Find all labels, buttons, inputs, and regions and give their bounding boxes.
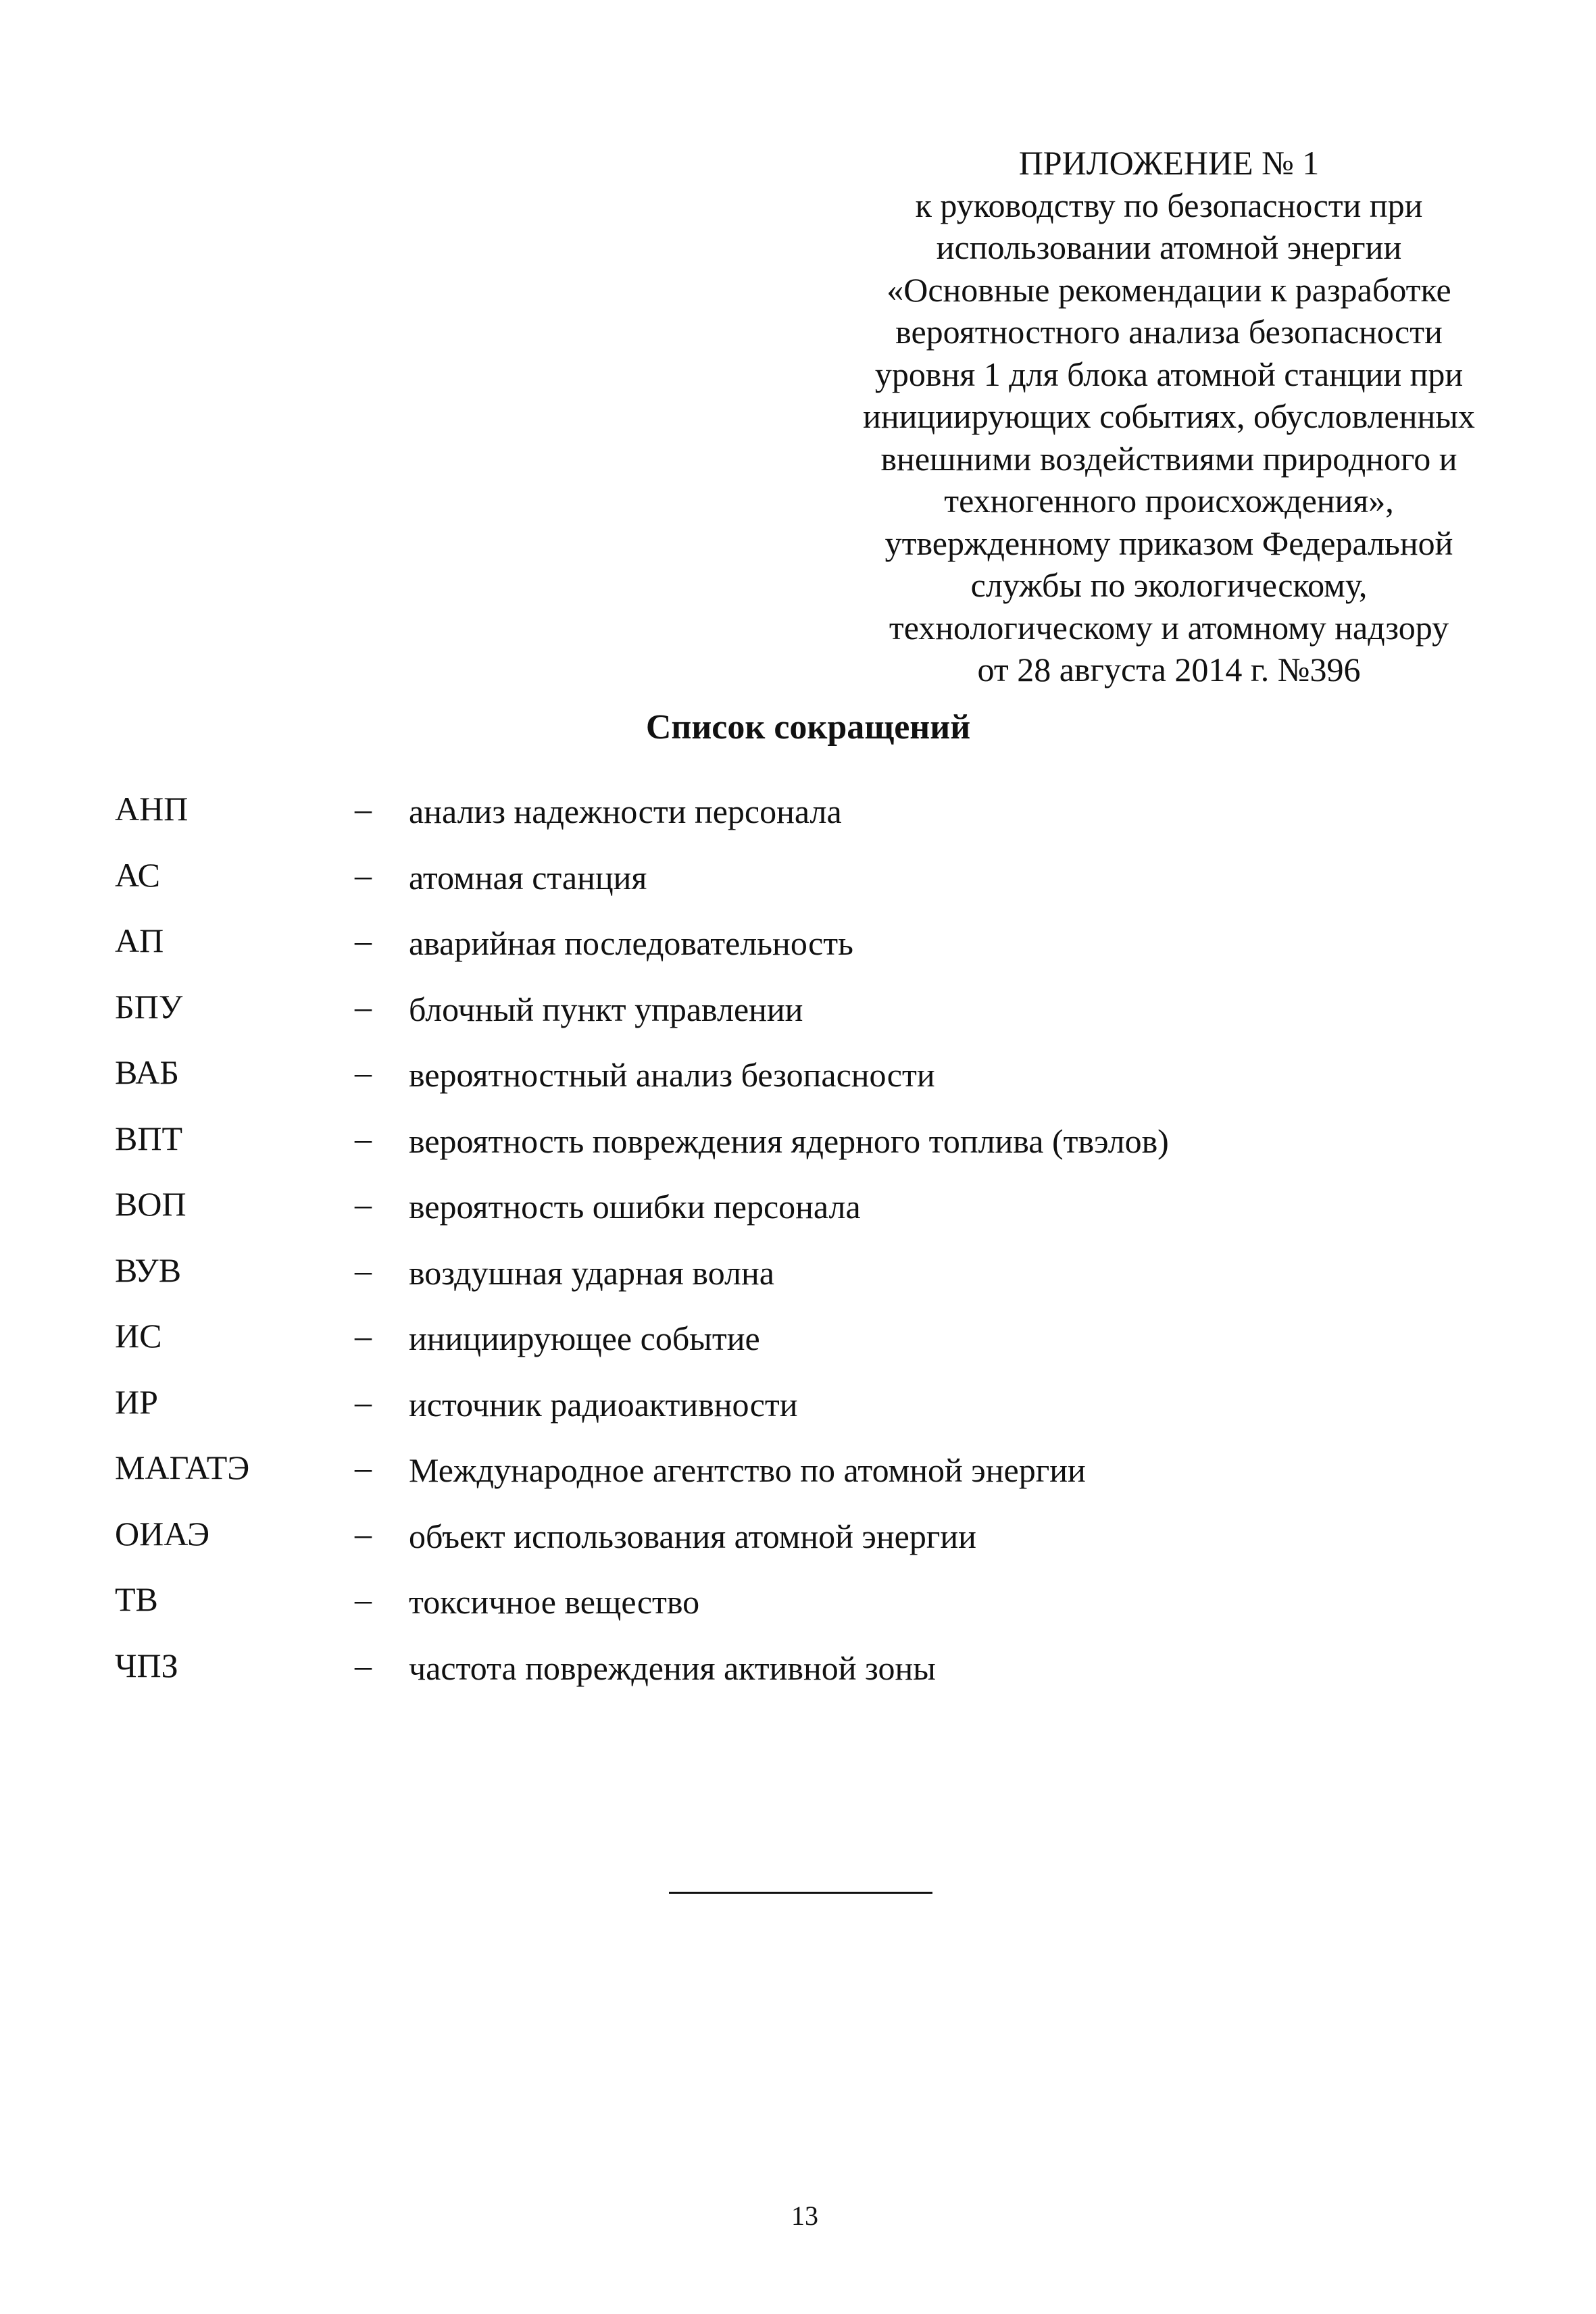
- page-number-wrapper: [0, 2199, 1596, 2233]
- abbreviation-definition: вероятность ошибки персонала: [409, 1188, 861, 1226]
- abbreviation-term: ОИАЭ: [115, 1514, 210, 1553]
- abbreviation-row: [115, 853, 1466, 920]
- abbreviation-dash: –: [355, 1119, 372, 1157]
- abbreviation-dash: –: [355, 1646, 372, 1684]
- abbreviation-term: АНП: [115, 790, 189, 828]
- abbreviation-definition: анализ надежности персонала: [409, 793, 842, 830]
- abbreviation-term: ИС: [115, 1317, 162, 1355]
- appendix-line: утвержденному приказом Федеральной: [884, 524, 1453, 562]
- abbreviation-definition: атомная станция: [409, 858, 647, 897]
- abbreviation-definition: частота повреждения активной зоны: [409, 1649, 936, 1687]
- abbreviation-definition: воздушная ударная волна: [409, 1253, 774, 1292]
- abbreviation-row: [115, 1051, 1466, 1117]
- abbreviation-row: [115, 1380, 1466, 1447]
- abbreviation-term: ИР: [115, 1382, 158, 1421]
- appendix-header: [797, 142, 1541, 691]
- abbreviation-definition: токсичное вещество: [409, 1583, 700, 1621]
- appendix-line: уровня 1 для блока атомной станции при: [874, 355, 1464, 393]
- abbreviation-row: [115, 1182, 1466, 1249]
- abbreviation-definition: объект использования атомной энергии: [409, 1517, 976, 1555]
- abbreviation-dash: –: [355, 1317, 372, 1355]
- appendix-title: ПРИЛОЖЕНИЕ № 1: [1018, 144, 1320, 182]
- abbreviation-row: [115, 1446, 1466, 1512]
- abbreviation-term: МАГАТЭ: [115, 1449, 250, 1486]
- appendix-line: техногенного происхождения»,: [944, 482, 1394, 520]
- end-of-list-rule: [669, 1892, 932, 1894]
- abbreviation-term: ВАБ: [115, 1053, 180, 1091]
- abbreviation-row: [115, 787, 1466, 853]
- abbreviation-term: АП: [115, 922, 164, 959]
- appendix-line: «Основные рекомендации к разработке: [887, 270, 1451, 309]
- abbreviation-dash: –: [355, 1580, 372, 1618]
- abbreviation-term: ВПТ: [115, 1119, 182, 1157]
- abbreviation-definition: блочный пункт управлении: [409, 990, 803, 1028]
- abbreviation-row: [115, 1512, 1466, 1578]
- appendix-line: внешними воздействиями природного и: [880, 439, 1457, 478]
- abbreviation-definition: источник радиоактивности: [409, 1385, 798, 1424]
- abbreviation-dash: –: [355, 922, 372, 959]
- abbreviation-dash: –: [355, 855, 372, 894]
- abbreviation-dash: –: [355, 790, 372, 828]
- appendix-line: инициирующих событиях, обусловленных: [863, 397, 1475, 435]
- abbreviation-dash: –: [355, 1514, 372, 1553]
- appendix-line: к руководству по безопасности при: [915, 186, 1423, 224]
- abbreviation-term: АС: [115, 855, 160, 894]
- abbreviation-dash: –: [355, 1382, 372, 1421]
- appendix-line: технологическому и атомному надзору: [889, 608, 1449, 647]
- abbreviation-row: [115, 985, 1466, 1051]
- abbreviation-row: [115, 1644, 1466, 1710]
- abbreviation-list: [115, 787, 1466, 1709]
- abbreviation-row: [115, 1117, 1466, 1183]
- abbreviation-dash: –: [355, 987, 372, 1026]
- abbreviation-row: [115, 1249, 1466, 1315]
- appendix-line: от 28 августа 2014 г. №396: [977, 651, 1361, 688]
- list-title-wrapper: [0, 706, 1596, 749]
- list-title: Список сокращений: [645, 708, 971, 747]
- appendix-line: вероятностного анализа безопасности: [895, 313, 1443, 351]
- abbreviation-definition: вероятностный анализ безопасности: [409, 1056, 935, 1094]
- abbreviation-term: ЧПЗ: [115, 1646, 178, 1684]
- abbreviation-definition: аварийная последовательность: [409, 924, 853, 962]
- abbreviation-term: ВУВ: [115, 1251, 182, 1289]
- abbreviation-definition: Международное агентство по атомной энергии: [409, 1451, 1086, 1489]
- abbreviation-definition: вероятность повреждения ядерного топлива (твэлов): [409, 1122, 1169, 1160]
- page-number: 13: [791, 2200, 818, 2231]
- abbreviation-dash: –: [355, 1251, 372, 1289]
- abbreviation-row: [115, 1314, 1466, 1380]
- abbreviation-dash: –: [355, 1449, 372, 1486]
- abbreviation-dash: –: [355, 1185, 372, 1223]
- abbreviation-dash: –: [355, 1053, 372, 1091]
- abbreviation-term: БПУ: [115, 987, 183, 1026]
- appendix-line: службы по экологическому,: [970, 566, 1368, 604]
- abbreviation-term: ВОП: [115, 1185, 186, 1223]
- abbreviation-term: ТВ: [115, 1580, 158, 1618]
- appendix-line: использовании атомной энергии: [936, 228, 1402, 266]
- abbreviation-definition: инициирующее событие: [409, 1319, 760, 1357]
- abbreviation-row: [115, 1578, 1466, 1644]
- abbreviation-row: [115, 919, 1466, 985]
